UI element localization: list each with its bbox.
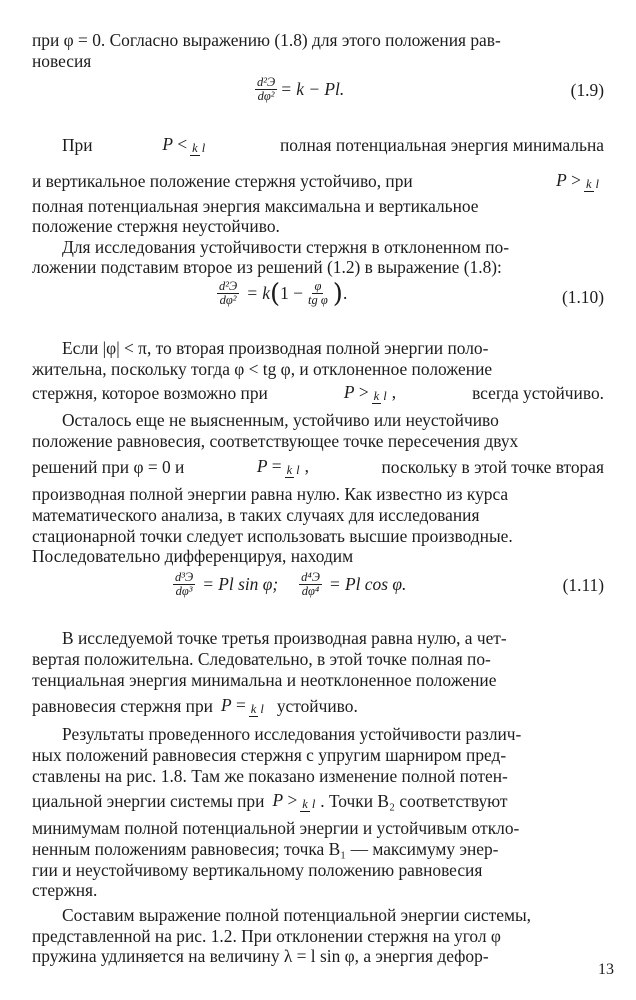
text-line [32, 505, 604, 526]
text-line [32, 745, 604, 766]
text-line [62, 724, 604, 745]
inline-math: P < k l [162, 134, 206, 155]
text-line [62, 410, 604, 431]
text: стержня. [32, 880, 98, 900]
text: стационарной точки следует использовать высшие производные. [32, 526, 513, 546]
text: производная полной энергии равна нулю. Как известно из курса [32, 484, 509, 504]
text-line [32, 456, 604, 479]
numerator: d²Э [257, 75, 276, 89]
text-line [32, 196, 604, 217]
text: При [62, 134, 93, 155]
text-line [32, 946, 604, 967]
text: вертая положительна. Следовательно, в этой точке полная по- [32, 649, 491, 669]
text: Составим выражение полной потенциальной энергии системы, [62, 905, 531, 925]
text-line [32, 526, 604, 547]
text-line [32, 649, 604, 670]
text: полная потенциальная энергия максимальна и вертикальное [32, 196, 479, 216]
equation-number: (1.11) [562, 575, 604, 595]
text: математического анализа, в таких случаях для исследования [32, 505, 480, 525]
text-line [32, 839, 604, 860]
text: пружина удлиняется на величину λ = l sin φ, а энергия дефор- [32, 946, 489, 966]
text: полная потенциальная энергия минимальна [280, 134, 604, 155]
text: Если |φ| < π, то вторая производная полной энергии поло- [62, 338, 489, 358]
text-line [62, 134, 604, 157]
fraction: d³Э dφ³ [175, 570, 194, 598]
text-line [32, 860, 604, 881]
text: ных положений равновесия стержня с упругим шарниром пред- [32, 745, 507, 765]
text-line [32, 359, 604, 380]
text: новесия [32, 51, 92, 71]
text: ненным положениям равновесия; точка B₁ — максимуму энер- [32, 839, 499, 859]
text: ставлены на рис. 1.8. Там же показано изменение полной потен- [32, 766, 508, 786]
text: всегда устойчиво. [472, 382, 604, 403]
text: устойчиво. [276, 695, 358, 716]
equation-1-10: d²Э dφ² = k ( 1 − $\frac{\varphi}{\text{tg φ}}$ ) . [219, 278, 348, 309]
text: Результаты проведенного исследования устойчивости различ- [62, 724, 522, 744]
text-line [32, 484, 604, 505]
text: жительна, поскольку тогда φ < tg φ, и отклоненное положение [32, 359, 493, 379]
equation-rhs: = k − Pl. [280, 79, 345, 99]
inline-math: P > k l [556, 170, 599, 191]
text: при φ = 0. Согласно выражению (1.8) для этого положения рав- [32, 30, 501, 50]
text-line [32, 880, 604, 901]
text-line [32, 431, 604, 452]
text: гии и неустойчивому вертикальному положению равновесия [32, 860, 483, 880]
denominator: dφ² [257, 89, 275, 103]
text: стержня, которое возможно при [32, 382, 268, 403]
text-line [32, 695, 604, 718]
equation-1-11: d³Э dφ³ = Pl sin φ; d⁴Э dφ⁴ = Pl cos φ. [175, 570, 407, 598]
text: положение равновесия, соответствующее точке пересечения двух [32, 431, 519, 451]
text-line [32, 790, 604, 813]
text-line [32, 257, 604, 278]
text-line [32, 546, 604, 567]
text-line [32, 216, 604, 237]
text-line [32, 170, 604, 193]
text-line [32, 766, 604, 787]
fraction [255, 76, 277, 103]
inline-math: P = k l , [256, 456, 310, 477]
text: положение стержня неустойчиво. [32, 216, 280, 236]
text: представленной на рис. 1.2. При отклонении стержня на угол φ [32, 926, 501, 946]
text: поскольку в этой точке вторая [381, 456, 604, 477]
text: равновесия стержня при [32, 695, 213, 716]
equation-number: (1.9) [570, 80, 604, 100]
text: циальной энергии системы при [32, 790, 265, 811]
equation-number: (1.10) [561, 287, 604, 307]
page-number: 13 [598, 961, 614, 978]
fraction: d²Э dφ² [219, 279, 238, 307]
text: . Точки B₂ соответствуют [320, 790, 508, 811]
text-line [62, 237, 604, 258]
text: Осталось еще не выясненным, устойчиво или неустойчиво [62, 410, 499, 430]
text: решений при φ = 0 и [32, 456, 185, 477]
text-line [32, 670, 604, 691]
equation-1-9 [252, 76, 344, 103]
fraction: $\frac{\varphi}{\text{tg φ}}$ [308, 279, 328, 307]
text-line [62, 905, 604, 926]
text-line [32, 30, 604, 51]
text-line [62, 628, 604, 649]
text-line [62, 338, 604, 359]
inline-math: P > k l [272, 790, 316, 811]
text: В исследуемой точке третья производная равна нулю, а чет- [62, 628, 507, 648]
text: Для исследования устойчивости стержня в отклоненном по- [62, 237, 510, 257]
inline-math: P = k l [220, 695, 264, 716]
text-line [32, 926, 604, 947]
text-line [32, 818, 604, 839]
text: минимумам полной потенциальной энергии и устойчивым откло- [32, 818, 520, 838]
text: ложении подставим второе из решений (1.2) в выражение (1.8): [32, 257, 502, 277]
inline-math: P > k l , [343, 382, 397, 403]
text: тенциальная энергия минимальна и неотклоненное положение [32, 670, 497, 690]
text-line [32, 382, 604, 405]
text: Последовательно дифференцируя, находим [32, 546, 354, 566]
text-line [32, 51, 604, 72]
text: и вертикальное положение стержня устойчиво, при [32, 170, 413, 191]
fraction: d⁴Э dφ⁴ [301, 570, 320, 598]
